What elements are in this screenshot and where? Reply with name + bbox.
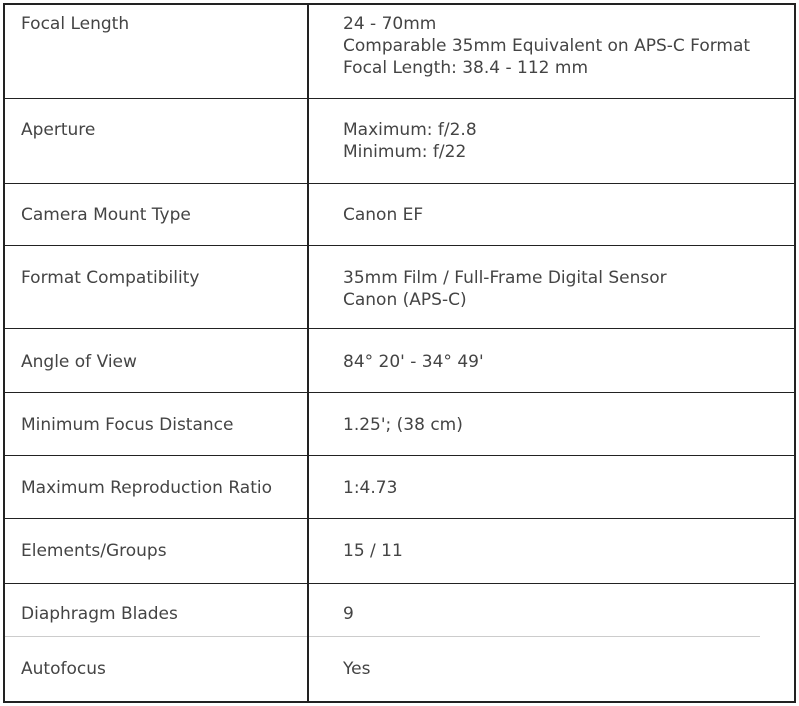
spec-value-line: Focal Length: 38.4 - 112 mm xyxy=(343,58,588,78)
spec-value-line: 1:4.73 xyxy=(343,478,398,498)
spec-label-text: Aperture xyxy=(21,120,96,140)
spec-label-text: Focal Length xyxy=(21,14,130,34)
spec-label-text: Maximum Reproduction Ratio xyxy=(21,478,273,498)
spec-row-diaphragm-blades xyxy=(5,584,794,636)
spec-label xyxy=(5,184,307,245)
spec-label xyxy=(5,5,307,98)
spec-label xyxy=(5,636,307,701)
spec-value-line: Comparable 35mm Equivalent on APS-C Format xyxy=(343,36,751,56)
spec-label xyxy=(5,584,307,636)
spec-label xyxy=(5,246,307,328)
spec-value-line: 35mm Film / Full-Frame Digital Sensor xyxy=(343,268,667,288)
spec-row-autofocus xyxy=(5,636,794,701)
spec-value-line: 15 / 11 xyxy=(343,541,403,561)
spec-row-elements-groups xyxy=(5,519,794,584)
spec-value xyxy=(307,519,794,583)
spec-label-text: Autofocus xyxy=(21,659,106,679)
spec-label xyxy=(5,519,307,583)
spec-label xyxy=(5,393,307,455)
spec-value xyxy=(307,636,794,701)
spec-value xyxy=(307,393,794,455)
spec-value-line: 1.25'; (38 cm) xyxy=(343,415,463,435)
spec-value-line: 84° 20' - 34° 49' xyxy=(343,352,484,372)
spec-value-line: Canon EF xyxy=(343,205,424,225)
spec-value-line: 24 - 70mm xyxy=(343,14,437,34)
spec-value xyxy=(307,584,794,636)
spec-value-line: Maximum: f/2.8 xyxy=(343,120,477,140)
spec-value-line: Minimum: f/22 xyxy=(343,142,467,162)
spec-label-text: Angle of View xyxy=(21,352,137,372)
spec-label-text: Elements/Groups xyxy=(21,541,167,561)
spec-label-text: Camera Mount Type xyxy=(21,205,191,225)
spec-label xyxy=(5,456,307,518)
spec-value-line: Yes xyxy=(343,659,371,679)
spec-label-text: Format Compatibility xyxy=(21,268,200,288)
spec-row-camera-mount-type xyxy=(5,184,794,246)
spec-row-minimum-focus-distance xyxy=(5,393,794,456)
spec-label-text: Minimum Focus Distance xyxy=(21,415,234,435)
spec-value xyxy=(307,456,794,518)
spec-row-angle-of-view xyxy=(5,329,794,393)
spec-label xyxy=(5,329,307,392)
spec-row-format-compatibility xyxy=(5,246,794,329)
spec-value xyxy=(307,99,794,183)
spec-row-aperture xyxy=(5,99,794,184)
spec-label-text: Diaphragm Blades xyxy=(21,604,178,624)
spec-row-maximum-reproduction-ratio xyxy=(5,456,794,519)
spec-table xyxy=(3,3,796,703)
spec-label xyxy=(5,99,307,183)
spec-value-line: 9 xyxy=(343,604,354,624)
spec-row-focal-length xyxy=(5,5,794,99)
spec-value xyxy=(307,5,794,98)
spec-value xyxy=(307,329,794,392)
spec-value xyxy=(307,184,794,245)
spec-value xyxy=(307,246,794,328)
spec-value-line: Canon (APS-C) xyxy=(343,290,467,310)
